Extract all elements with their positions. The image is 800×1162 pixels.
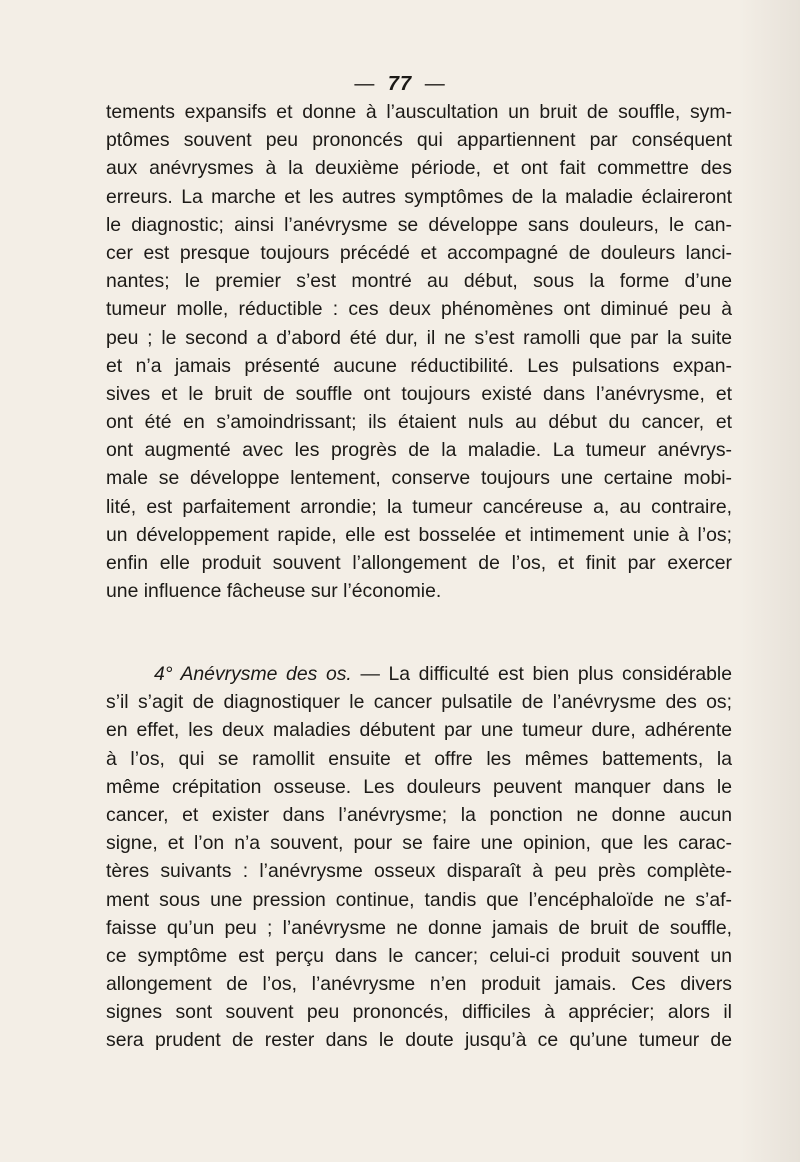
section-first-line: [106, 660, 732, 688]
paragraph-diagnosis-tumors: [106, 98, 732, 605]
text-line: lité, est parfaitement arrondie; la tumeur cancéreuse a, au contraire,: [106, 495, 732, 518]
text-line: cancer, et exister dans l’anévrysme; la ponction ne donne aucun: [106, 803, 732, 826]
text-line: sera prudent de rester dans le doute jusqu’à ce qu’une tumeur de: [106, 1029, 732, 1052]
text-line: s’il s’agit de diagnostiquer le cancer pulsatile de l’anévrysme des os;: [106, 691, 732, 714]
text-line: signe, et l’on n’a souvent, pour se faire une opinion, que les carac-: [106, 832, 732, 855]
text-line: ont été en s’amoindrissant; ils étaient nuls au début du cancer, et: [106, 411, 732, 434]
text-line: erreurs. La marche et les autres symptômes de la maladie éclaireront: [106, 185, 732, 208]
text-line: peu ; le second a d’abord été dur, il ne s’est ramolli que par la suite: [106, 326, 732, 349]
text-line: sives et le bruit de souffle ont toujours existé dans l’anévrysme, et: [106, 382, 732, 405]
paragraph-bone-aneurysm: [106, 660, 732, 1055]
text-line: male se développe lentement, conserve toujours une certaine mobi-: [106, 467, 732, 490]
text-line: signes sont souvent peu prononcés, difficiles à apprécier; alors il: [106, 1001, 732, 1024]
text-line: allongement de l’os, l’anévrysme n’en produit jamais. Ces divers: [106, 973, 732, 996]
text-line: et n’a jamais présenté aucune réductibilité. Les pulsations expan-: [106, 354, 732, 377]
page-number: 77: [387, 73, 413, 95]
text-line: nantes; le premier s’est montré au début, sous la forme d’une: [106, 270, 732, 293]
page-number-header: [0, 73, 800, 96]
text-line: tères suivants : l’anévrysme osseux disparaît à peu près complète-: [106, 860, 732, 883]
text-line: cer est presque toujours précédé et accompagné de douleurs lanci-: [106, 241, 732, 264]
text-line: en effet, les deux maladies débutent par une tumeur dure, adhérente: [106, 719, 732, 742]
text-line: un développement rapide, elle est bosselée et intimement unie à l’os;: [106, 523, 732, 546]
text-line: ptômes souvent peu prononcés qui appartiennent par conséquent: [106, 129, 732, 152]
section-first-line-text: — La difficulté est bien plus considérable: [351, 663, 732, 685]
text-line: ment sous une pression continue, tandis que l’encéphaloïde ne s’af-: [106, 888, 732, 911]
text-line: une influence fâcheuse sur l’économie.: [106, 580, 442, 603]
page-number-prefix: —: [354, 73, 376, 95]
text-line: enfin elle produit souvent l’allongement de l’os, et finit par exercer: [106, 552, 732, 574]
text-line: tements expansifs et donne à l’auscultation un bruit de souffle, sym-: [106, 101, 732, 123]
text-line: tumeur molle, réductible : ces deux phénomènes ont diminué peu à: [106, 298, 732, 321]
section-heading: 4° Anévrysme des os.: [154, 663, 352, 685]
text-line: ce symptôme est perçu dans le cancer; celui-ci produit souvent un: [106, 944, 732, 967]
text-line: même crépitation osseuse. Les douleurs peuvent manquer dans le: [106, 775, 732, 798]
text-line: le diagnostic; ainsi l’anévrysme se développe sans douleurs, le can-: [106, 213, 732, 236]
text-line: faisse qu’un peu ; l’anévrysme ne donne jamais de bruit de souffle,: [106, 916, 732, 939]
text-line: à l’os, qui se ramollit ensuite et offre les mêmes battements, la: [106, 747, 732, 770]
page-edge-shadow: [740, 0, 800, 1162]
page-number-suffix: —: [424, 73, 446, 95]
text-line: aux anévrysmes à la deuxième période, et ont fait commettre des: [106, 157, 732, 180]
text-line: ont augmenté avec les progrès de la maladie. La tumeur anévrys-: [106, 439, 732, 462]
